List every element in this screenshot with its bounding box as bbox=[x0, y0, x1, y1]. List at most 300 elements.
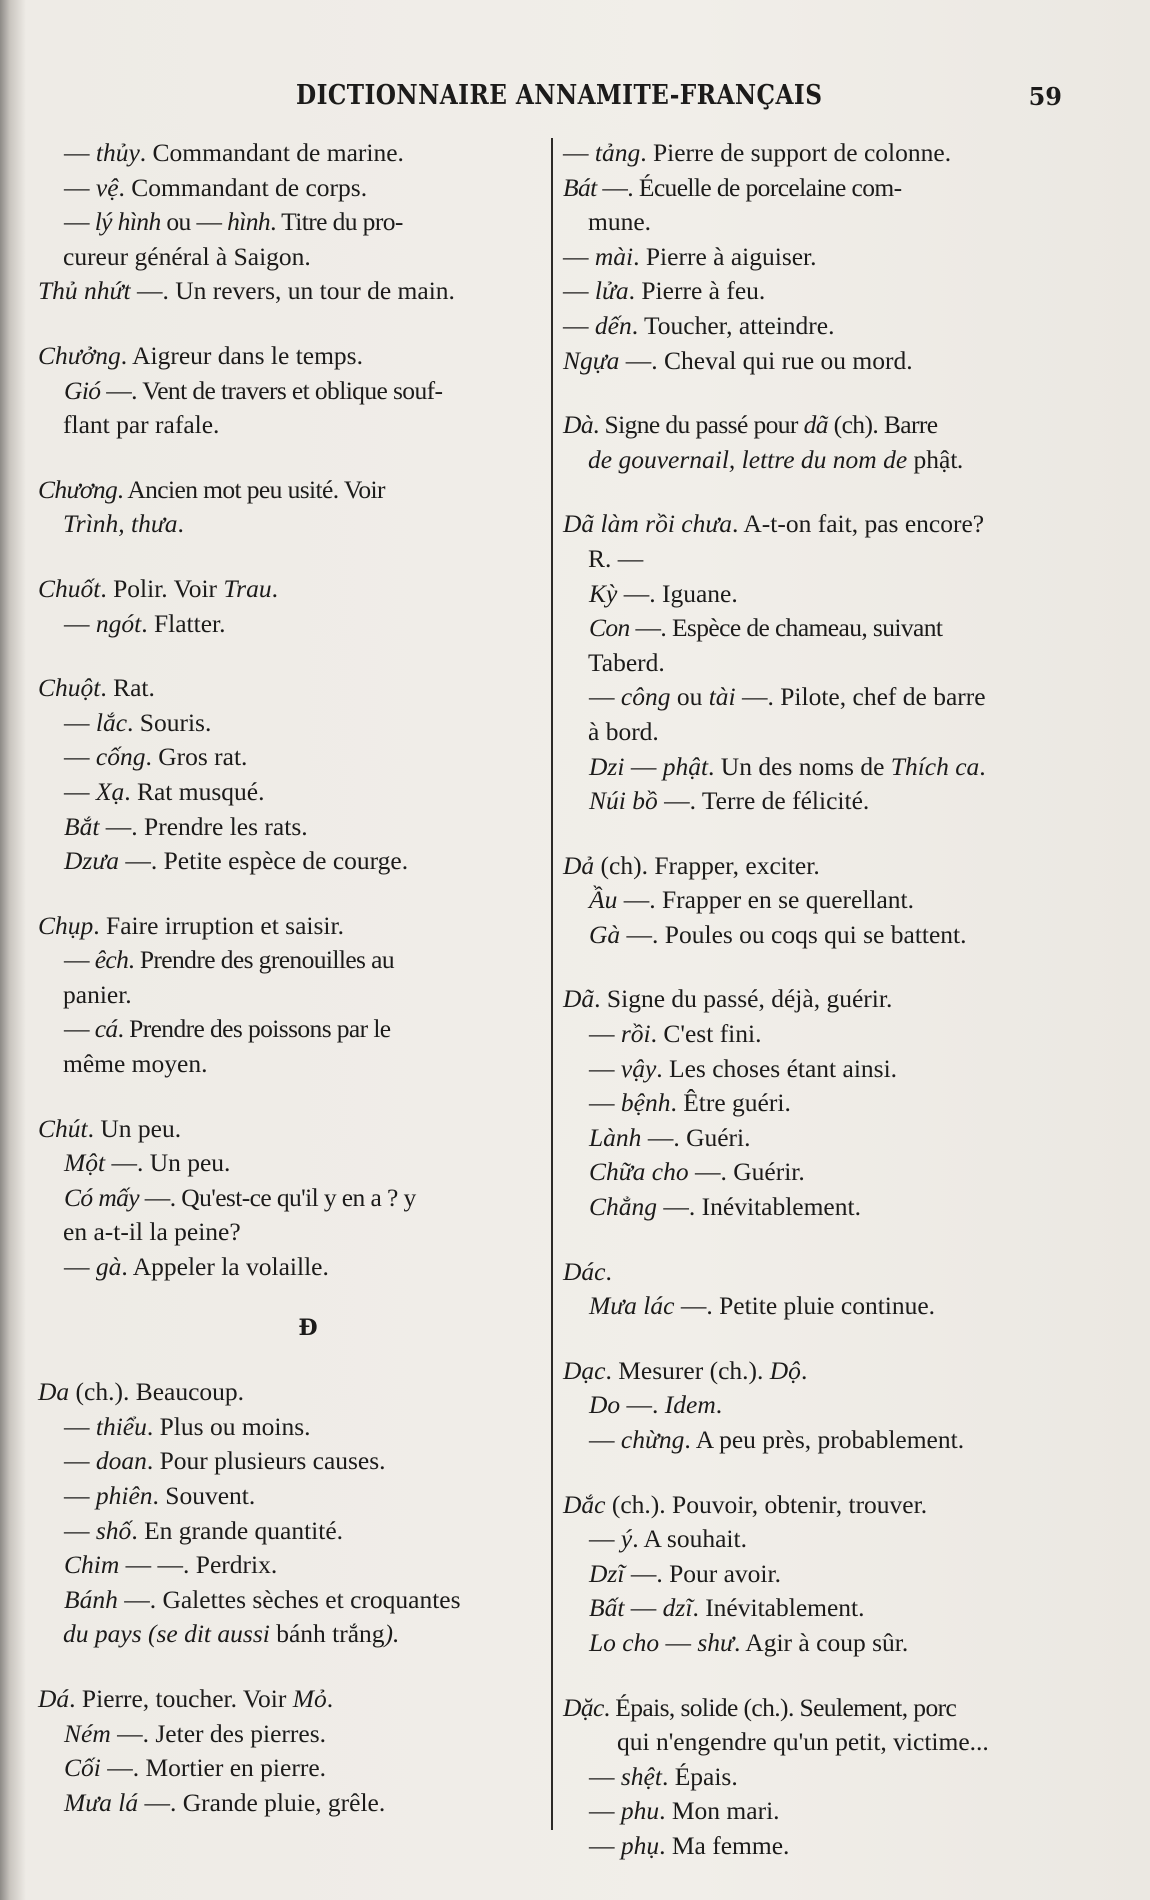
vietnamese-term: phiên bbox=[95, 1481, 153, 1510]
vietnamese-term: du pays (se dit aussi bbox=[63, 1619, 277, 1649]
entry-line bbox=[563, 1289, 1073, 1324]
entry-line bbox=[38, 844, 538, 879]
french-text: phật bbox=[913, 444, 958, 474]
vietnamese-term: rồi bbox=[620, 1019, 651, 1049]
french-text: . Les choses étant ainsi. bbox=[656, 1053, 898, 1083]
entry-line bbox=[563, 577, 1073, 612]
entry-line bbox=[38, 274, 538, 309]
vietnamese-term: Chẳng bbox=[589, 1192, 658, 1222]
french-text: —. Iguane. bbox=[617, 578, 738, 608]
vietnamese-term: phụ bbox=[620, 1830, 660, 1860]
french-text: — bbox=[563, 276, 595, 306]
french-text: — bbox=[589, 682, 621, 712]
vietnamese-term: Dác bbox=[563, 1256, 606, 1286]
entry-line bbox=[38, 1514, 538, 1549]
french-text: . Aigreur dans le temps. bbox=[120, 340, 363, 370]
entry-line bbox=[38, 473, 538, 508]
entry-line bbox=[38, 1479, 538, 1514]
left-column bbox=[38, 136, 538, 1820]
french-text: (ch). Frapper, exciter. bbox=[594, 850, 820, 880]
dictionary-entry bbox=[38, 909, 538, 1082]
french-text: . Appeler la volaille. bbox=[121, 1252, 329, 1282]
french-text: —. Un revers, un tour de main. bbox=[130, 276, 455, 306]
french-text: . En grande quantité. bbox=[131, 1515, 344, 1545]
entry-line bbox=[563, 309, 1073, 344]
vietnamese-term: Gà bbox=[589, 919, 621, 949]
french-text: . bbox=[177, 509, 184, 539]
french-text: —. Pilote, chef de barre bbox=[735, 682, 986, 712]
entry-line bbox=[563, 1086, 1073, 1121]
french-text: . Pierre, toucher. Voir bbox=[69, 1683, 293, 1713]
entry-line bbox=[38, 171, 538, 206]
french-text: — bbox=[563, 138, 595, 167]
dictionary-entry bbox=[38, 1375, 538, 1652]
french-text: . Plus ou moins. bbox=[146, 1411, 311, 1441]
french-text: —. Qu'est-ce qu'il y en a ? y bbox=[139, 1182, 416, 1212]
french-text: ou — bbox=[160, 207, 228, 237]
french-text: —. Poules ou coqs qui se battent. bbox=[620, 919, 967, 949]
french-text: . Agir à coup sûr. bbox=[733, 1627, 909, 1657]
vietnamese-term: Chưởng bbox=[38, 340, 121, 370]
entry-line bbox=[563, 171, 1073, 206]
french-text: qui n'engendre qu'un petit, victime... bbox=[617, 1727, 989, 1757]
entry-line bbox=[563, 1829, 1073, 1864]
entry-line bbox=[563, 1488, 1073, 1523]
vietnamese-term: Lành bbox=[589, 1122, 642, 1152]
vietnamese-term: phật bbox=[662, 751, 709, 781]
entry-line bbox=[563, 750, 1073, 785]
entry-line bbox=[563, 408, 1073, 443]
french-text: . A-t-on fait, pas encore? bbox=[732, 509, 985, 539]
french-text: ou bbox=[670, 682, 709, 712]
dictionary-entry bbox=[563, 1255, 1073, 1324]
vietnamese-term: lý hình bbox=[94, 207, 161, 237]
entry-line bbox=[38, 205, 538, 240]
french-text: . Être guéri. bbox=[670, 1088, 791, 1118]
vietnamese-term: bệnh bbox=[620, 1088, 671, 1118]
entry-line bbox=[563, 849, 1073, 884]
dictionary-entry bbox=[563, 507, 1073, 818]
vietnamese-term: Gió bbox=[64, 375, 101, 405]
vietnamese-term: Núi bồ bbox=[589, 786, 658, 816]
vietnamese-term: Một bbox=[64, 1148, 106, 1178]
entry-line bbox=[38, 978, 538, 1013]
vietnamese-term: Mỏ bbox=[292, 1683, 327, 1713]
entry-line bbox=[38, 1617, 538, 1652]
dictionary-entry bbox=[38, 1682, 538, 1820]
entry-line bbox=[38, 1751, 538, 1786]
french-text: — bbox=[64, 1411, 96, 1441]
entry-line bbox=[563, 1190, 1073, 1225]
french-text: . bbox=[715, 1390, 723, 1420]
french-text: . bbox=[800, 1355, 808, 1385]
french-text: . Épais, solide (ch.). Seulement, porc bbox=[603, 1692, 957, 1722]
vietnamese-term: Chụp bbox=[38, 910, 94, 940]
vietnamese-term: tảng bbox=[594, 138, 641, 167]
entry-line bbox=[38, 374, 538, 409]
french-text: — bbox=[64, 207, 95, 237]
french-text: —. Galettes sèches et croquantes bbox=[117, 1584, 461, 1614]
vietnamese-term: Bắt bbox=[64, 811, 100, 841]
french-text: . Signe du passé, déjà, guérir. bbox=[594, 984, 893, 1014]
french-text: — bbox=[624, 751, 663, 781]
french-text: . A peu près, probablement. bbox=[684, 1425, 965, 1454]
french-text: . Pierre de support de colonne. bbox=[640, 138, 952, 167]
french-text: même moyen. bbox=[63, 1049, 208, 1079]
entry-line bbox=[38, 1410, 538, 1445]
french-text: . Flatter. bbox=[141, 608, 226, 638]
vietnamese-term: ý bbox=[620, 1524, 633, 1554]
entry-line bbox=[38, 1548, 538, 1583]
vietnamese-term: Cối bbox=[64, 1753, 101, 1783]
entry-line bbox=[563, 1121, 1073, 1156]
running-head bbox=[0, 80, 1150, 120]
french-text: — bbox=[589, 1830, 621, 1860]
entry-line bbox=[38, 1250, 538, 1285]
entry-line bbox=[38, 909, 538, 944]
french-text: . Commandant de marine. bbox=[139, 138, 404, 167]
vietnamese-term: Bánh bbox=[64, 1584, 118, 1614]
entry-line bbox=[563, 274, 1073, 309]
vietnamese-term: Trau bbox=[223, 573, 272, 603]
french-text: — bbox=[624, 1593, 663, 1623]
french-text: R. — bbox=[588, 543, 644, 573]
vietnamese-term: Dà bbox=[563, 410, 593, 440]
entry-line bbox=[563, 883, 1073, 918]
vietnamese-term: Chút bbox=[38, 1113, 88, 1143]
french-text: panier. bbox=[63, 979, 132, 1009]
french-text: . Souris. bbox=[127, 707, 212, 737]
french-text: —. Inévitablement. bbox=[657, 1192, 861, 1222]
entry-line bbox=[563, 1760, 1073, 1795]
french-text: —. Petite pluie continue. bbox=[674, 1291, 936, 1321]
vietnamese-term: Dắc bbox=[563, 1489, 606, 1519]
french-text: . Titre du pro- bbox=[270, 207, 403, 237]
french-text: . Mesurer (ch.). bbox=[605, 1355, 770, 1385]
french-text: . Ma femme. bbox=[659, 1830, 790, 1860]
dictionary-entry bbox=[563, 408, 1073, 477]
vietnamese-term: tài bbox=[708, 682, 736, 712]
french-text: — bbox=[589, 1796, 621, 1826]
french-text: — bbox=[589, 1425, 621, 1454]
vietnamese-term: Chữa cho bbox=[589, 1157, 689, 1187]
dictionary-entry bbox=[563, 849, 1073, 953]
entry-line bbox=[38, 1112, 538, 1147]
vietnamese-term: Dộ bbox=[769, 1355, 801, 1385]
vietnamese-term: Chương bbox=[38, 474, 118, 504]
vietnamese-term: Do bbox=[589, 1390, 621, 1420]
vietnamese-term: Mưa lá bbox=[64, 1787, 139, 1817]
french-text: — bbox=[64, 707, 96, 737]
french-text: —. Cheval qui rue ou mord. bbox=[619, 345, 913, 375]
french-text: —. Terre de félicité. bbox=[657, 786, 870, 816]
vietnamese-term: cống bbox=[95, 742, 146, 772]
vietnamese-term: mài bbox=[594, 241, 634, 271]
entry-line bbox=[38, 1012, 538, 1047]
french-text: (ch). Barre bbox=[827, 410, 938, 440]
french-text: à bord. bbox=[588, 716, 659, 746]
entry-line bbox=[38, 1682, 538, 1717]
dictionary-entry bbox=[38, 1112, 538, 1285]
entry-line bbox=[38, 136, 538, 171]
vietnamese-term: vệ bbox=[95, 172, 119, 202]
french-text: . bbox=[605, 1256, 612, 1286]
french-text: —. Vent de travers et oblique souf- bbox=[100, 375, 443, 405]
dictionary-entry bbox=[563, 1488, 1073, 1661]
dictionary-entry bbox=[38, 339, 538, 443]
french-text: — bbox=[64, 172, 96, 202]
vietnamese-term: Ầu bbox=[589, 885, 618, 915]
vietnamese-term: Dã bbox=[563, 984, 595, 1014]
french-text: Taberd. bbox=[588, 647, 665, 677]
vietnamese-term: Xạ bbox=[95, 776, 125, 806]
vietnamese-term: Thủ nhứt bbox=[38, 276, 131, 306]
french-text: . Ancien mot peu usité. Voir bbox=[117, 474, 385, 504]
french-text: . Rat. bbox=[100, 673, 155, 703]
french-text: (ch.). Beaucoup. bbox=[69, 1377, 245, 1407]
vietnamese-term: shư bbox=[697, 1627, 734, 1657]
french-text: —. Guéri. bbox=[641, 1122, 751, 1152]
french-text: . Pierre à feu. bbox=[628, 276, 766, 306]
vietnamese-term: Ngựa bbox=[563, 345, 620, 375]
french-text: — bbox=[563, 241, 595, 271]
french-text: . Prendre des grenouilles au bbox=[128, 945, 395, 975]
entry-line bbox=[563, 646, 1073, 681]
french-text: . bbox=[979, 751, 986, 781]
entry-line bbox=[563, 1052, 1073, 1087]
entry-line bbox=[38, 740, 538, 775]
french-text: . Signe du passé pour bbox=[592, 410, 804, 440]
vietnamese-term: Lo cho bbox=[589, 1627, 660, 1657]
french-text: —. Grande pluie, grêle. bbox=[138, 1787, 386, 1817]
french-text: —. Prendre les rats. bbox=[99, 811, 308, 841]
entry-line bbox=[563, 507, 1073, 542]
vietnamese-term: Chuốt bbox=[38, 573, 101, 603]
french-text: —. Espèce de chameau, suivant bbox=[629, 613, 943, 643]
french-text: . Un peu. bbox=[87, 1113, 182, 1143]
entry-line bbox=[563, 1017, 1073, 1052]
entry-line bbox=[38, 775, 538, 810]
entry-line bbox=[563, 1557, 1073, 1592]
vietnamese-term: vậy bbox=[620, 1053, 657, 1083]
french-text: . Pour plusieurs causes. bbox=[146, 1446, 386, 1476]
french-text: . Souvent. bbox=[152, 1481, 256, 1510]
entry-line bbox=[38, 1583, 538, 1618]
entry-line bbox=[38, 1181, 538, 1216]
french-text: . Gros rat. bbox=[145, 742, 248, 772]
french-text: — bbox=[64, 1014, 95, 1044]
vietnamese-term: Mưa lác bbox=[589, 1291, 675, 1321]
vietnamese-term: ngót bbox=[95, 608, 142, 638]
vietnamese-term: dã bbox=[803, 410, 828, 440]
entry-line bbox=[38, 671, 538, 706]
entry-line bbox=[563, 1255, 1073, 1290]
french-text: — bbox=[589, 1761, 621, 1791]
entry-line bbox=[563, 136, 1073, 171]
vietnamese-term: lắc bbox=[95, 707, 128, 737]
vietnamese-term: dến bbox=[594, 310, 632, 340]
entry-line bbox=[563, 443, 1073, 478]
vietnamese-term: Idem bbox=[664, 1390, 716, 1420]
french-text: —. Pour avoir. bbox=[624, 1558, 781, 1588]
vietnamese-term: thủy bbox=[95, 138, 140, 167]
french-text: —. Frapper en se querellant. bbox=[617, 885, 915, 915]
french-text: . A souhait. bbox=[632, 1524, 747, 1554]
entry-line bbox=[563, 982, 1073, 1017]
vietnamese-term: Dã làm rồi chưa bbox=[563, 509, 733, 539]
right-column bbox=[563, 136, 1073, 1864]
page-number: 59 bbox=[1028, 82, 1062, 111]
entry-line bbox=[563, 1354, 1073, 1389]
french-text: — bbox=[64, 1515, 96, 1545]
entry-line bbox=[563, 240, 1073, 275]
vietnamese-term: de gouvernail, lettre du nom de bbox=[588, 444, 914, 474]
french-text: . Un des noms de bbox=[708, 751, 891, 781]
entry-line bbox=[38, 943, 538, 978]
dictionary-entry bbox=[38, 473, 538, 542]
french-text: —. Un peu. bbox=[105, 1148, 231, 1178]
entry-line bbox=[563, 1155, 1073, 1190]
vietnamese-term: Có mấy bbox=[64, 1182, 140, 1212]
french-text: —. Jeter des pierres. bbox=[110, 1718, 327, 1748]
vietnamese-term: Dá bbox=[38, 1683, 70, 1713]
french-text: . Toucher, atteindre. bbox=[631, 310, 835, 340]
french-text: — bbox=[563, 310, 595, 340]
entry-line bbox=[563, 1626, 1073, 1661]
entry-line bbox=[563, 1522, 1073, 1557]
french-text: flant par rafale. bbox=[63, 410, 220, 440]
vietnamese-term: lửa bbox=[594, 276, 629, 306]
french-text: . Rat musqué. bbox=[124, 776, 265, 806]
french-text: . C'est fini. bbox=[650, 1019, 762, 1049]
vietnamese-term: phu bbox=[620, 1796, 660, 1826]
vietnamese-term: Thích ca bbox=[890, 751, 980, 781]
entry-line bbox=[563, 1388, 1073, 1423]
french-text: . Épais. bbox=[661, 1761, 738, 1791]
entry-line bbox=[38, 408, 538, 443]
entry-line bbox=[38, 339, 538, 374]
vietnamese-term: Dzưa bbox=[64, 846, 119, 876]
vietnamese-term: dzĩ bbox=[662, 1593, 693, 1623]
french-text: en a-t-il la peine? bbox=[63, 1217, 241, 1247]
french-text: (ch.). Pouvoir, obtenir, trouver. bbox=[605, 1489, 928, 1519]
french-text: — bbox=[64, 1446, 96, 1476]
french-text: — bbox=[64, 1252, 96, 1282]
vietnamese-term: shệt bbox=[620, 1761, 662, 1791]
running-title: DICTIONNAIRE ANNAMITE-FRANÇAIS bbox=[296, 80, 823, 111]
vietnamese-term: . bbox=[957, 444, 964, 474]
entry-line bbox=[38, 706, 538, 741]
french-text: bánh trắng bbox=[276, 1619, 385, 1649]
dictionary-entry bbox=[563, 1691, 1073, 1864]
vietnamese-term: Dả bbox=[563, 850, 595, 880]
french-text: . Inévitablement. bbox=[692, 1593, 865, 1623]
entry-line bbox=[563, 205, 1073, 240]
french-text: mune. bbox=[588, 207, 652, 237]
entry-line bbox=[38, 1146, 538, 1181]
entry-line bbox=[38, 1786, 538, 1821]
entry-line bbox=[563, 1591, 1073, 1626]
french-text: — bbox=[589, 1524, 621, 1554]
french-text: . Pierre à aiguiser. bbox=[633, 241, 817, 271]
french-text: —. Guérir. bbox=[688, 1157, 805, 1187]
entry-line bbox=[563, 1423, 1073, 1458]
french-text: — bbox=[589, 1088, 621, 1118]
french-text: — bbox=[589, 1053, 621, 1083]
vietnamese-term: Bất bbox=[589, 1593, 625, 1623]
entry-line bbox=[38, 1717, 538, 1752]
french-text: —. Petite espèce de courge. bbox=[119, 846, 409, 876]
vietnamese-term: Dzĩ bbox=[589, 1558, 625, 1588]
entry-line bbox=[38, 240, 538, 275]
french-text: . bbox=[326, 1683, 334, 1713]
vietnamese-term: Da bbox=[38, 1377, 70, 1407]
entry-line bbox=[38, 507, 538, 542]
french-text: —. Écuelle de porcelaine com- bbox=[596, 172, 902, 202]
column-divider bbox=[551, 138, 553, 1830]
french-text: . Faire irruption et saisir. bbox=[93, 910, 344, 940]
french-text: . Prendre des poissons par le bbox=[117, 1014, 391, 1044]
french-text: . bbox=[271, 573, 278, 603]
vietnamese-term: Kỳ bbox=[589, 578, 618, 608]
entry-line bbox=[563, 1725, 1073, 1760]
french-text: . Polir. Voir bbox=[100, 573, 224, 603]
vietnamese-term: doan bbox=[95, 1446, 147, 1476]
vietnamese-term: Trình, thưa bbox=[63, 509, 178, 539]
entry-line bbox=[563, 715, 1073, 750]
dictionary-entry bbox=[38, 136, 538, 309]
french-text: —. Mortier en pierre. bbox=[100, 1753, 327, 1783]
entry-line bbox=[38, 1444, 538, 1479]
french-text: . Commandant de corps. bbox=[118, 172, 368, 202]
french-text: — bbox=[64, 608, 96, 638]
entry-line bbox=[38, 810, 538, 845]
vietnamese-term: shố bbox=[95, 1515, 132, 1545]
french-text: — bbox=[64, 776, 96, 806]
vietnamese-term: công bbox=[620, 682, 671, 712]
dictionary-entry bbox=[563, 1354, 1073, 1458]
vietnamese-term: êch bbox=[94, 945, 129, 975]
vietnamese-term: Con bbox=[589, 613, 630, 643]
entry-line bbox=[38, 572, 538, 607]
entry-line bbox=[563, 680, 1073, 715]
vietnamese-term: Ném bbox=[64, 1718, 111, 1748]
vietnamese-term: Dặc bbox=[563, 1692, 604, 1722]
entry-line bbox=[38, 1215, 538, 1250]
vietnamese-term: Dzi bbox=[589, 751, 625, 781]
dictionary-entry bbox=[38, 671, 538, 879]
vietnamese-term: ). bbox=[384, 1619, 400, 1649]
entry-line bbox=[563, 784, 1073, 819]
french-text: — bbox=[589, 1019, 621, 1049]
vietnamese-term: chừng bbox=[620, 1425, 685, 1454]
vietnamese-term: Dạc bbox=[563, 1355, 606, 1385]
section-letter: Đ bbox=[298, 1314, 318, 1341]
entry-line bbox=[38, 607, 538, 642]
french-text: — bbox=[64, 1481, 96, 1510]
french-text: — bbox=[64, 742, 96, 772]
dictionary-entry bbox=[38, 572, 538, 641]
french-text: cureur général à Saigon. bbox=[63, 241, 311, 271]
dictionary-entry bbox=[563, 982, 1073, 1224]
french-text: . Mon mari. bbox=[659, 1796, 780, 1826]
entry-line bbox=[563, 611, 1073, 646]
entry-line bbox=[38, 1047, 538, 1082]
entry-line bbox=[563, 1691, 1073, 1726]
french-text: —. bbox=[620, 1390, 665, 1420]
dictionary-entry bbox=[563, 136, 1073, 378]
entry-line bbox=[563, 344, 1073, 379]
